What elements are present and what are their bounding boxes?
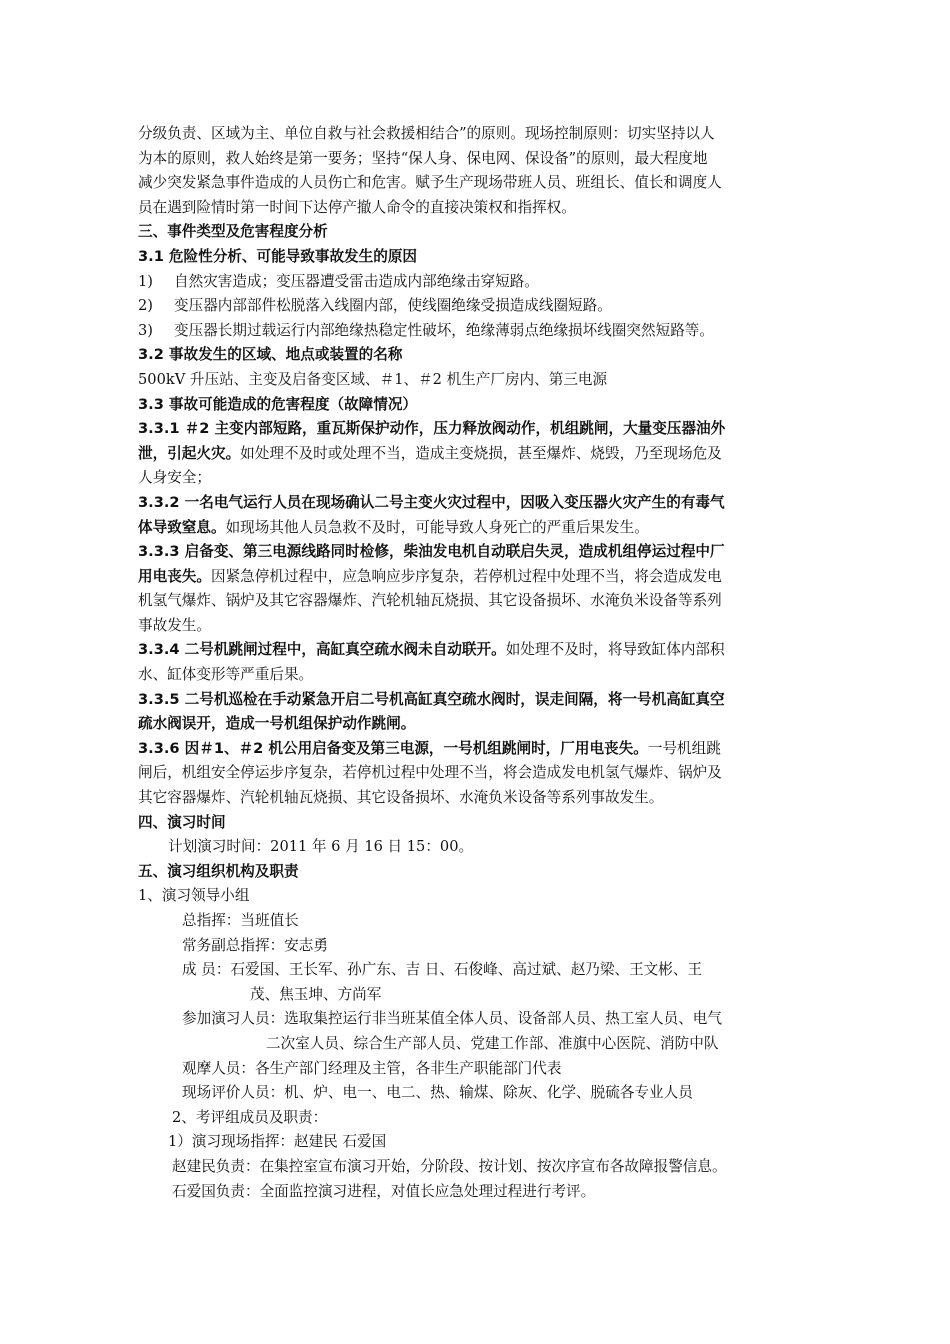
section-3-2-heading: 3.2 事故发生的区域、地点或装置的名称 [138,346,403,364]
paragraph-bold-text: 3.3.4 二号机跳闸过程中，高缸真空疏水阀未自动联开。 [138,641,506,659]
paragraph-3-3-1-line-1: 3.3.1 ＃2 主变内部短路，重瓦斯保护动作，压力释放阀动作，机组跳闸，大量变压器油外 [138,420,726,438]
paragraph-3-3-3-line-4: 事故发生。 [138,616,211,634]
deputy-commander-text: 常务副总指挥：安志勇 [182,936,328,954]
paragraph-text: 因紧急停机过程中，应急响应步序复杂，若停机过程中处理不当，将会造成发电 [210,567,722,585]
paragraph-3-3-1-line-3: 人身安全； [138,469,211,487]
list-item-number: 3) [138,321,153,339]
field-commander-text: 1）演习现场指挥：赵建民 石爱国 [168,1133,387,1151]
paragraph-bold-text: 体导致窒息。 [138,518,226,536]
paragraph-3-3-2-line-2 [138,516,814,541]
responsibility-line-1: 赵建民负责：在集控室宣布演习开始，分阶段、按计划、按次序宣布各故障报警信息。 [172,1157,727,1175]
paragraph-bold-text: 用电丧失。 [138,567,211,585]
section-3-2-text: 500kV 升压站、主变及启备变区域、＃1、＃2 机生产厂房内、第三电源 [138,370,608,388]
intro-line-1: 分级负责、区域为主、单位自救与社会救援相结合”的原则。现场控制原则：切实坚持以人 [138,125,715,142]
paragraph-text: 如现场其他人员急救不及时，可能导致人身死亡的严重后果发生。 [225,518,649,536]
list-item [138,294,814,319]
paragraph-3-3-3-line-2 [138,565,814,590]
document-page [138,122,814,1204]
paragraph-3-3-3-line-1: 3.3.3 启备变、第三电源线路同时检修，柴油发电机自动联启失灵，造成机组停运过程中厂 [138,543,725,561]
paragraph-3-3-6-line-3: 其它容器爆炸、汽轮机轴瓦烧损、其它设备损坏、水淹负米设备等系列事故发生。 [138,789,664,807]
intro-line-2: 为本的原则，救人始终是第一要务；坚持“保人身、保电网、保设备”的原则，最大程度地 [138,149,708,167]
list-item-number: 2) [138,297,153,315]
list-item-text: 变压器长期过载运行内部绝缘热稳定性破坏，绝缘薄弱点绝缘损坏线圈突然短路等。 [174,321,714,339]
section-3-heading: 三、事件类型及危害程度分析 [138,223,328,241]
paragraph-3-3-5-line-2: 疏水阀误开，造成一号机组保护动作跳闸。 [138,715,416,733]
list-item [138,319,814,344]
paragraph-3-3-3-line-3: 机氢气爆炸、锅炉及其它容器爆炸、汽轮机轴瓦烧损、其它设备损坏、水淹负米设备等系列 [138,592,722,610]
evaluators-text: 现场评价人员：机、炉、电一、电二、热、输煤、除灰、化学、脱硫各专业人员 [182,1084,693,1102]
evaluation-heading: 2、考评组成员及职责： [172,1108,328,1126]
commander-text: 总指挥：当班值长 [182,912,299,929]
paragraph-text: 如处理不及时或处理不当，造成主变烧损，甚至爆炸、烧毁，乃至现场危及 [240,444,722,462]
members-line-2: 茂、焦玉坤、方尚军 [250,985,382,1003]
list-item [138,270,814,295]
section-3-3-heading: 3.3 事故可能造成的危害程度（故障情况） [138,395,418,413]
intro-line-3: 减少突发紧急事件造成的人员伤亡和危害。赋予生产现场带班人员、班组长、值长和调度人 [138,174,722,192]
paragraph-bold-text: 3.3.6 因＃1、＃2 机公用启备变及第三电源，一号机组跳闸时，厂用电丧失。 [138,739,648,757]
members-line-1: 成 员：石爱国、王长军、孙广东、吉 日、石俊峰、高过斌、赵乃梁、王文彬、王 [182,961,703,979]
participants-line-2: 二次室人员、综合生产部人员、党建工作部、准旗中心医院、消防中队 [266,1034,719,1052]
section-3-1-heading: 3.1 危险性分析、可能导致事故发生的原因 [138,247,418,265]
list-item-number: 1) [138,272,153,290]
paragraph-3-3-4-line-2: 水、缸体变形等严重后果。 [138,666,314,684]
section-4-heading: 四、演习时间 [138,813,226,831]
observers-text: 观摩人员：各生产部门经理及主管，各非生产职能部门代表 [182,1059,562,1077]
drill-time-text: 计划演习时间：2011 年 6 月 16 日 15：00。 [168,838,474,856]
section-5-heading: 五、演习组织机构及职责 [138,862,299,880]
paragraph-3-3-5-line-1: 3.3.5 二号机巡检在手动紧急开启二号机高缸真空疏水阀时，误走间隔，将一号机高缸真空 [138,690,725,708]
responsibility-line-2: 石爱国负责：全面监控演习进程，对值长应急处理过程进行考评。 [172,1182,596,1200]
paragraph-text: 一号机组跳 [647,739,721,757]
list-item-text: 变压器内部部件松脱落入线圈内部，使线圈绝缘受损造成线圈短路。 [174,297,612,315]
paragraph-3-3-6-line-2: 闸后，机组安全停运步序复杂，若停机过程中处理不当，将会造成发电机氢气爆炸、锅炉及 [138,764,722,782]
participants-line-1: 参加演习人员：选取集控运行非当班某值全体人员、设备部人员、热工室人员、电气 [182,1010,722,1028]
leadership-heading: 1、演习领导小组 [138,887,250,905]
list-item-text: 自然灾害造成；变压器遭受雷击造成内部绝缘击穿短路。 [174,272,539,290]
paragraph-3-3-4-line-1 [138,638,814,663]
paragraph-3-3-6-line-1 [138,737,814,762]
paragraph-text: 如处理不及时，将导致缸体内部积 [505,641,725,659]
paragraph-3-3-2-line-1: 3.3.2 一名电气运行人员在现场确认二号主变火灾过程中，因吸入变压器火灾产生的有毒气 [138,493,725,511]
paragraph-3-3-1-line-2 [138,442,814,467]
paragraph-bold-text: 泄，引起火灾。 [138,444,241,462]
intro-line-4: 员在遇到险情时第一时间下达停产撤人命令的直接决策权和指挥权。 [138,198,576,216]
